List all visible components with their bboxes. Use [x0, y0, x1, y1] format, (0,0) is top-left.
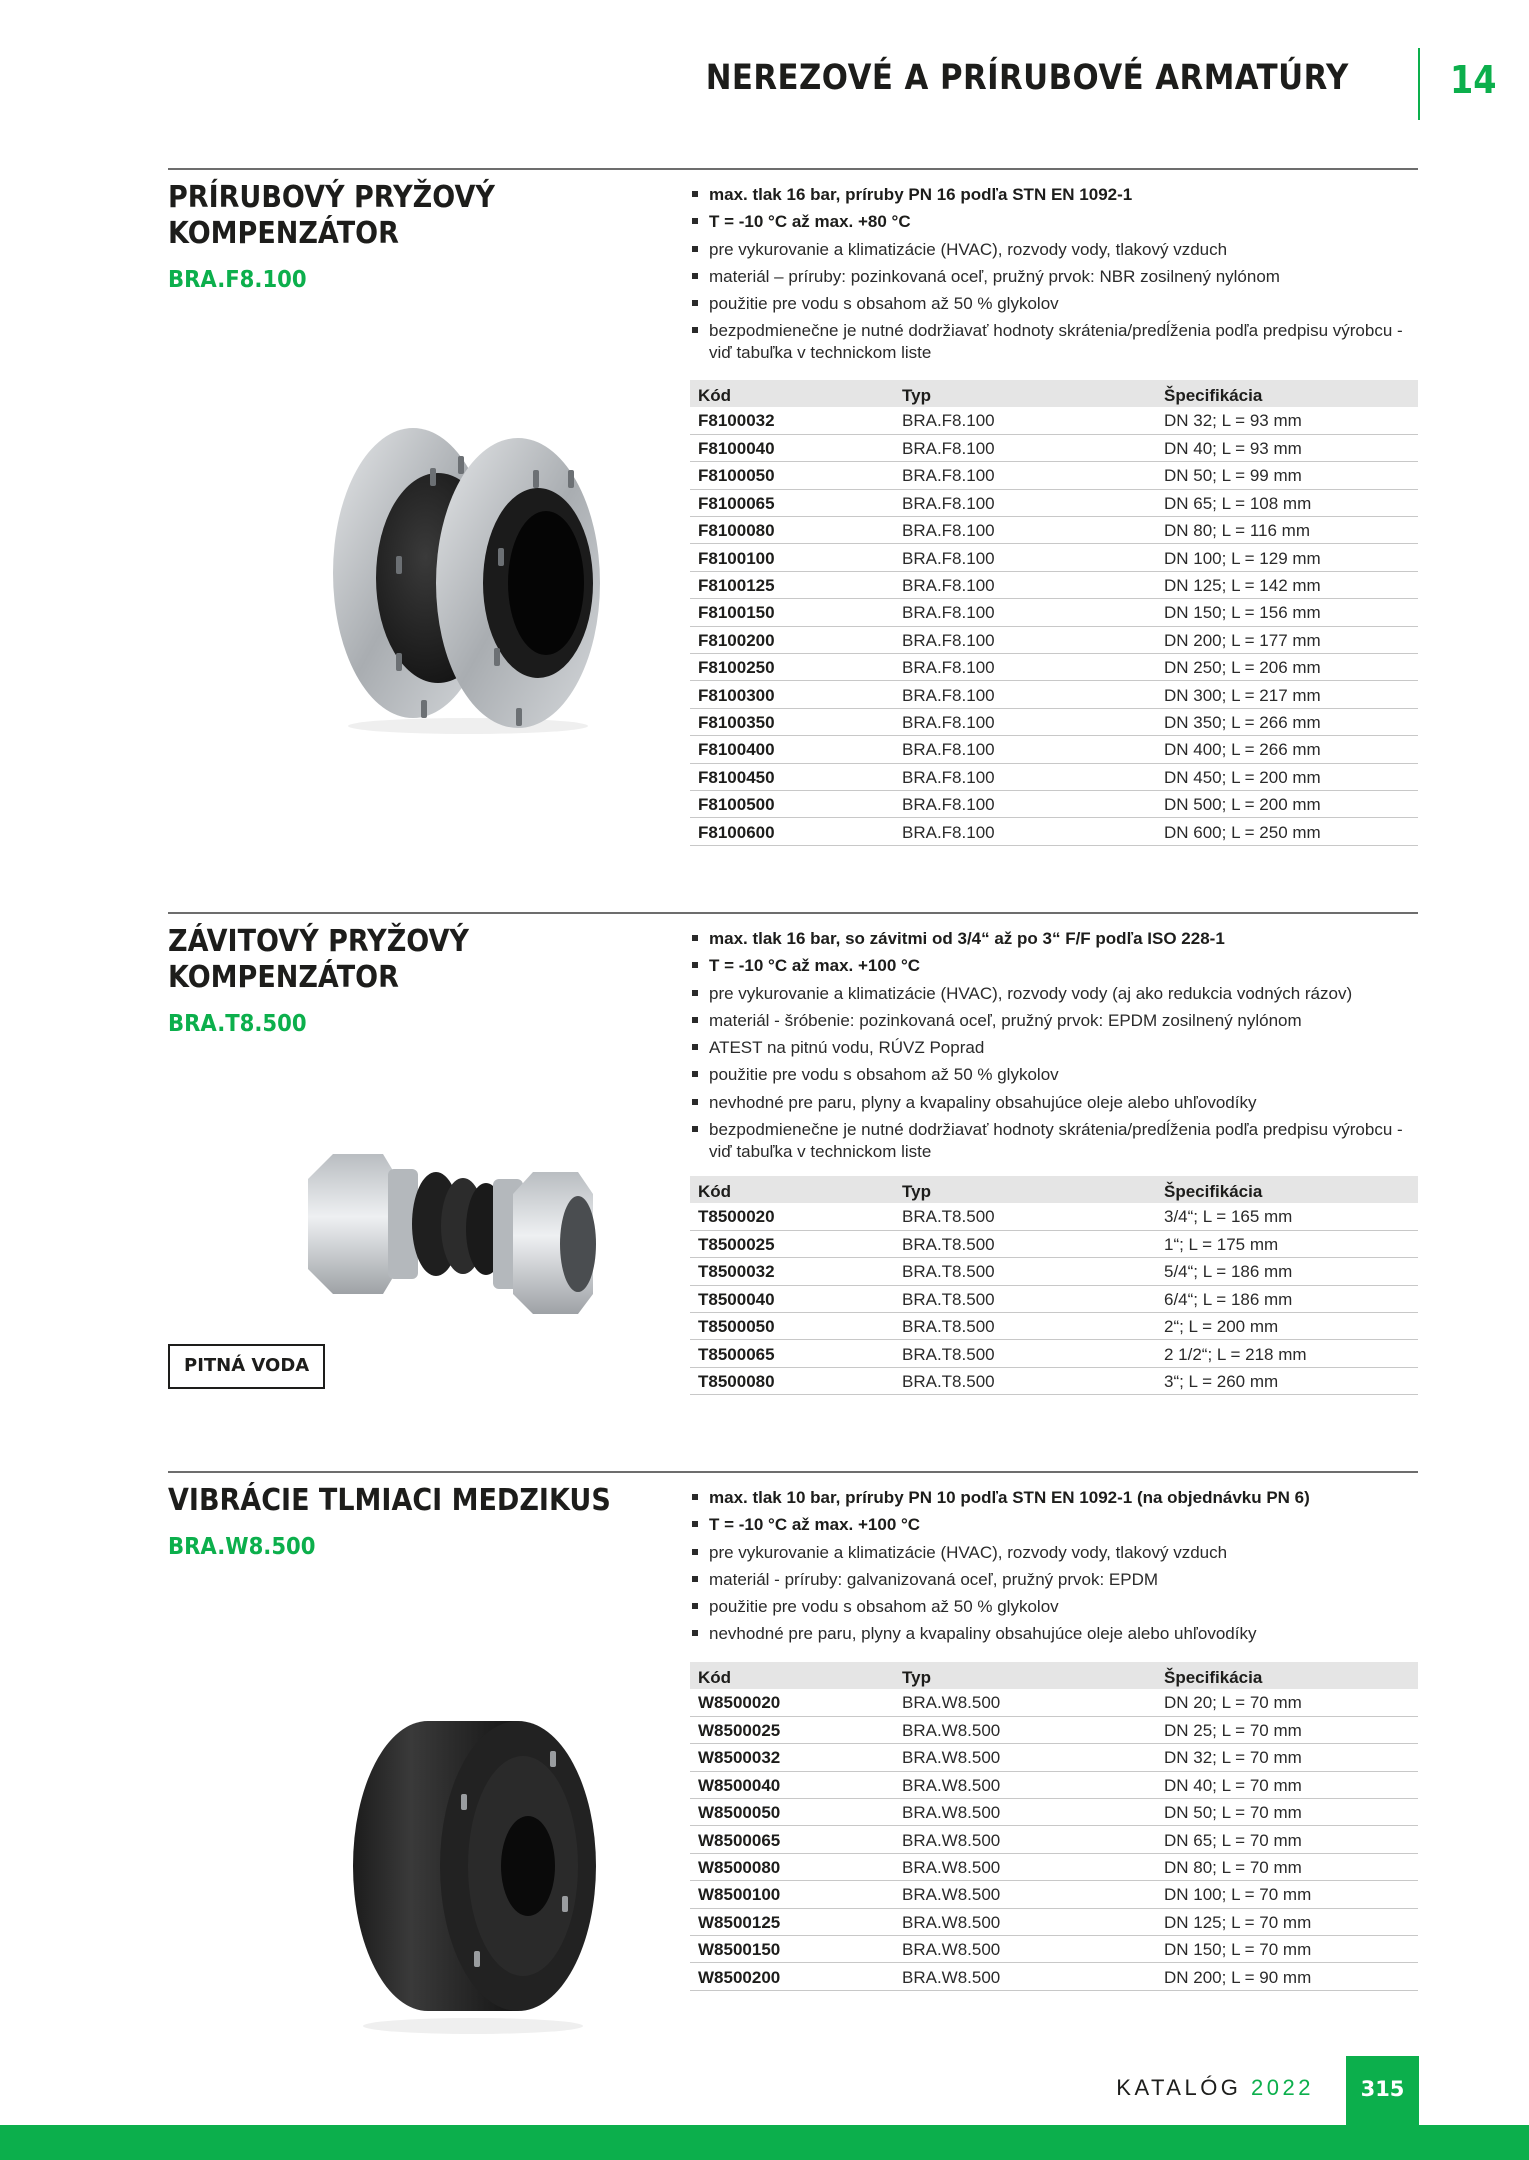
- cell-type: BRA.F8.100: [894, 708, 1156, 735]
- table-row: [690, 790, 1418, 817]
- cell-code: F8100450: [690, 763, 894, 790]
- catalog-label: [1116, 2075, 1314, 2101]
- cell-type: BRA.W8.500: [894, 1744, 1156, 1771]
- cell-spec: DN 150; L = 156 mm: [1156, 599, 1418, 626]
- feature-item: T = -10 °C až max. +100 °C: [690, 1514, 1410, 1536]
- table-row: [690, 1285, 1418, 1312]
- cell-spec: DN 350; L = 266 mm: [1156, 708, 1418, 735]
- catalog-year: 2022: [1251, 2075, 1314, 2100]
- product-title-line: KOMPENZÁTOR: [168, 216, 399, 251]
- table-row: [690, 1203, 1418, 1230]
- table-row: [690, 654, 1418, 681]
- cell-code: W8500040: [690, 1771, 894, 1798]
- cell-type: BRA.F8.100: [894, 681, 1156, 708]
- section-divider: [168, 168, 1418, 170]
- cell-spec: DN 50; L = 99 mm: [1156, 462, 1418, 489]
- cell-type: BRA.F8.100: [894, 654, 1156, 681]
- cell-type: BRA.T8.500: [894, 1285, 1156, 1312]
- column-header-type: Typ: [894, 1662, 1156, 1689]
- threaded-compensator-image: [288, 1134, 608, 1319]
- cell-type: BRA.T8.500: [894, 1313, 1156, 1340]
- feature-item: pre vykurovanie a klimatizácie (HVAC), rozvody vody, tlakový vzduch: [690, 1542, 1410, 1564]
- table-row: [690, 1258, 1418, 1285]
- cell-spec: DN 80; L = 116 mm: [1156, 517, 1418, 544]
- product-title: [168, 1483, 672, 1519]
- column-header-code: Kód: [690, 380, 894, 407]
- cell-spec: DN 100; L = 70 mm: [1156, 1881, 1418, 1908]
- cell-type: BRA.W8.500: [894, 1716, 1156, 1743]
- cell-code: T8500040: [690, 1285, 894, 1312]
- feature-item: pre vykurovanie a klimatizácie (HVAC), rozvody vody (aj ako redukcia vodných rázov): [690, 983, 1410, 1005]
- feature-list: [690, 928, 1410, 1168]
- cell-code: F8100125: [690, 571, 894, 598]
- cell-spec: DN 450; L = 200 mm: [1156, 763, 1418, 790]
- feature-item: materiál - šróbenie: pozinkovaná oceľ, pružný prvok: EPDM zosilnený nylónom: [690, 1010, 1410, 1032]
- feature-item: použitie pre vodu s obsahom až 50 % glykolov: [690, 293, 1410, 315]
- cell-spec: DN 100; L = 129 mm: [1156, 544, 1418, 571]
- table-body: [690, 1203, 1418, 1395]
- product-code: BRA.T8.500: [168, 1011, 307, 1037]
- table-row: [690, 1908, 1418, 1935]
- table-row: [690, 1340, 1418, 1367]
- vibration-damper-image: [338, 1696, 608, 2036]
- feature-item: materiál – príruby: pozinkovaná oceľ, pružný prvok: NBR zosilnený nylónom: [690, 266, 1410, 288]
- table-row: [690, 1744, 1418, 1771]
- table-row: [690, 544, 1418, 571]
- feature-list: [690, 1487, 1410, 1651]
- cell-type: BRA.F8.100: [894, 407, 1156, 434]
- cell-code: T8500025: [690, 1230, 894, 1257]
- cell-spec: DN 200; L = 177 mm: [1156, 626, 1418, 653]
- table-row: [690, 1799, 1418, 1826]
- table-header-row: [690, 1662, 1418, 1689]
- product-title: [168, 924, 600, 996]
- cell-type: BRA.W8.500: [894, 1689, 1156, 1716]
- feature-item: T = -10 °C až max. +80 °C: [690, 211, 1410, 233]
- cell-code: F8100600: [690, 818, 894, 845]
- cell-type: BRA.W8.500: [894, 1771, 1156, 1798]
- cell-type: BRA.W8.500: [894, 1853, 1156, 1880]
- product-title-line: PRÍRUBOVÝ PRYŽOVÝ: [168, 180, 495, 215]
- cell-code: T8500050: [690, 1313, 894, 1340]
- table-header-row: [690, 380, 1418, 407]
- table-row: [690, 434, 1418, 461]
- cell-code: F8100100: [690, 544, 894, 571]
- cell-spec: DN 200; L = 90 mm: [1156, 1963, 1418, 1990]
- table-row: [690, 1313, 1418, 1340]
- cell-spec: DN 32; L = 70 mm: [1156, 1744, 1418, 1771]
- table-row: [690, 407, 1418, 434]
- cell-code: F8100032: [690, 407, 894, 434]
- cell-spec: DN 300; L = 217 mm: [1156, 681, 1418, 708]
- cell-spec: DN 40; L = 93 mm: [1156, 434, 1418, 461]
- table-row: [690, 489, 1418, 516]
- cell-type: BRA.W8.500: [894, 1799, 1156, 1826]
- product-code: BRA.W8.500: [168, 1534, 316, 1560]
- cell-type: BRA.F8.100: [894, 571, 1156, 598]
- product-section-vibration-damper: [168, 1471, 1418, 2041]
- column-header-code: Kód: [690, 1176, 894, 1203]
- cell-type: BRA.F8.100: [894, 462, 1156, 489]
- cell-spec: DN 125; L = 142 mm: [1156, 571, 1418, 598]
- cell-type: BRA.F8.100: [894, 434, 1156, 461]
- cell-spec: 6/4“; L = 186 mm: [1156, 1285, 1418, 1312]
- table-header-row: [690, 1176, 1418, 1203]
- cell-code: T8500032: [690, 1258, 894, 1285]
- cell-code: F8100050: [690, 462, 894, 489]
- cell-type: BRA.F8.100: [894, 544, 1156, 571]
- column-header-spec: Špecifikácia: [1156, 1662, 1418, 1689]
- product-section-flange-compensator: [168, 168, 1418, 858]
- column-header-spec: Špecifikácia: [1156, 380, 1418, 407]
- table-row: [690, 763, 1418, 790]
- cell-spec: 2 1/2“; L = 218 mm: [1156, 1340, 1418, 1367]
- cell-spec: DN 25; L = 70 mm: [1156, 1716, 1418, 1743]
- cell-code: W8500150: [690, 1936, 894, 1963]
- cell-code: F8100200: [690, 626, 894, 653]
- column-header-code: Kód: [690, 1662, 894, 1689]
- table-row: [690, 1963, 1418, 1990]
- cell-spec: DN 65; L = 70 mm: [1156, 1826, 1418, 1853]
- chapter-title: NEREZOVÉ A PRÍRUBOVÉ ARMATÚRY: [705, 58, 1349, 98]
- feature-item: bezpodmienečne je nutné dodržiavať hodnoty skrátenia/predĺženia podľa predpisu výrobcu - viď tabuľka v technickom liste: [690, 1119, 1410, 1162]
- column-header-spec: Špecifikácia: [1156, 1176, 1418, 1203]
- cell-type: BRA.F8.100: [894, 818, 1156, 845]
- cell-type: BRA.F8.100: [894, 736, 1156, 763]
- product-title-line: VIBRÁCIE TLMIACI MEDZIKUS: [168, 1483, 611, 1518]
- cell-type: BRA.T8.500: [894, 1340, 1156, 1367]
- table-row: [690, 1230, 1418, 1257]
- feature-item: nevhodné pre paru, plyny a kvapaliny obsahujúce oleje alebo uhľovodíky: [690, 1623, 1410, 1645]
- cell-type: BRA.T8.500: [894, 1203, 1156, 1230]
- cell-spec: 5/4“; L = 186 mm: [1156, 1258, 1418, 1285]
- feature-item: použitie pre vodu s obsahom až 50 % glykolov: [690, 1064, 1410, 1086]
- cell-code: W8500050: [690, 1799, 894, 1826]
- cell-type: BRA.T8.500: [894, 1367, 1156, 1394]
- cell-type: BRA.F8.100: [894, 489, 1156, 516]
- feature-item: pre vykurovanie a klimatizácie (HVAC), rozvody vody, tlakový vzduch: [690, 239, 1410, 261]
- cell-code: F8100080: [690, 517, 894, 544]
- cell-spec: DN 600; L = 250 mm: [1156, 818, 1418, 845]
- feature-item: bezpodmienečne je nutné dodržiavať hodnoty skrátenia/predĺženia podľa predpisu výrobcu - viď tabuľka v technickom liste: [690, 320, 1410, 363]
- table-row: [690, 517, 1418, 544]
- table-row: [690, 571, 1418, 598]
- table-row: [690, 708, 1418, 735]
- cell-spec: DN 65; L = 108 mm: [1156, 489, 1418, 516]
- product-title-line: ZÁVITOVÝ PRYŽOVÝ: [168, 924, 469, 959]
- cell-spec: DN 20; L = 70 mm: [1156, 1689, 1418, 1716]
- table-row: [690, 1826, 1418, 1853]
- cell-code: F8100065: [690, 489, 894, 516]
- spec-table: [690, 1176, 1418, 1395]
- cell-code: W8500032: [690, 1744, 894, 1771]
- feature-list: [690, 184, 1410, 369]
- cell-type: BRA.W8.500: [894, 1881, 1156, 1908]
- cell-type: BRA.F8.100: [894, 790, 1156, 817]
- cell-code: F8100300: [690, 681, 894, 708]
- cell-spec: 3/4“; L = 165 mm: [1156, 1203, 1418, 1230]
- table-row: [690, 1367, 1418, 1394]
- footer-bar: [0, 2125, 1529, 2160]
- table-row: [690, 818, 1418, 845]
- cell-code: F8100150: [690, 599, 894, 626]
- feature-item: použitie pre vodu s obsahom až 50 % glykolov: [690, 1596, 1410, 1618]
- cell-type: BRA.W8.500: [894, 1936, 1156, 1963]
- catalog-label-text: KATALÓG: [1116, 2075, 1242, 2100]
- table-row: [690, 599, 1418, 626]
- table-body: [690, 407, 1418, 845]
- table-row: [690, 681, 1418, 708]
- section-divider: [168, 1471, 1418, 1473]
- cell-code: T8500020: [690, 1203, 894, 1230]
- table-row: [690, 1853, 1418, 1880]
- cell-code: W8500025: [690, 1716, 894, 1743]
- cell-type: BRA.F8.100: [894, 599, 1156, 626]
- table-row: [690, 1771, 1418, 1798]
- cell-code: W8500100: [690, 1881, 894, 1908]
- cell-code: F8100250: [690, 654, 894, 681]
- section-divider: [168, 912, 1418, 914]
- cell-spec: DN 80; L = 70 mm: [1156, 1853, 1418, 1880]
- product-section-threaded-compensator: [168, 912, 1418, 1412]
- cell-code: F8100350: [690, 708, 894, 735]
- product-title-line: KOMPENZÁTOR: [168, 960, 399, 995]
- cell-type: BRA.W8.500: [894, 1826, 1156, 1853]
- cell-code: W8500125: [690, 1908, 894, 1935]
- drinking-water-badge: PITNÁ VODA: [168, 1344, 325, 1389]
- table-row: [690, 1936, 1418, 1963]
- table-row: [690, 462, 1418, 489]
- feature-item: materiál - príruby: galvanizovaná oceľ, pružný prvok: EPDM: [690, 1569, 1410, 1591]
- feature-item: T = -10 °C až max. +100 °C: [690, 955, 1410, 977]
- table-row: [690, 1716, 1418, 1743]
- cell-code: T8500065: [690, 1340, 894, 1367]
- product-code: BRA.F8.100: [168, 267, 307, 293]
- feature-item: max. tlak 16 bar, príruby PN 16 podľa STN EN 1092-1: [690, 184, 1410, 206]
- feature-item: max. tlak 10 bar, príruby PN 10 podľa STN EN 1092-1 (na objednávku PN 6): [690, 1487, 1410, 1509]
- cell-code: F8100040: [690, 434, 894, 461]
- cell-code: W8500080: [690, 1853, 894, 1880]
- cell-code: F8100500: [690, 790, 894, 817]
- cell-spec: DN 150; L = 70 mm: [1156, 1936, 1418, 1963]
- cell-type: BRA.W8.500: [894, 1963, 1156, 1990]
- cell-code: W8500065: [690, 1826, 894, 1853]
- feature-item: max. tlak 16 bar, so závitmi od 3/4“ až po 3“ F/F podľa ISO 228-1: [690, 928, 1410, 950]
- cell-code: T8500080: [690, 1367, 894, 1394]
- cell-type: BRA.T8.500: [894, 1230, 1156, 1257]
- feature-item: ATEST na pitnú vodu, RÚVZ Poprad: [690, 1037, 1410, 1059]
- page-number: 315: [1346, 2056, 1419, 2126]
- column-header-type: Typ: [894, 1176, 1156, 1203]
- flange-compensator-image: [318, 408, 618, 738]
- product-title: [168, 180, 600, 252]
- cell-spec: 3“; L = 260 mm: [1156, 1367, 1418, 1394]
- cell-code: W8500020: [690, 1689, 894, 1716]
- chapter-number: 14: [1450, 58, 1497, 102]
- cell-spec: 1“; L = 175 mm: [1156, 1230, 1418, 1257]
- cell-spec: DN 400; L = 266 mm: [1156, 736, 1418, 763]
- cell-spec: 2“; L = 200 mm: [1156, 1313, 1418, 1340]
- table-row: [690, 1881, 1418, 1908]
- table-body: [690, 1689, 1418, 1990]
- cell-type: BRA.T8.500: [894, 1258, 1156, 1285]
- column-header-type: Typ: [894, 380, 1156, 407]
- cell-type: BRA.F8.100: [894, 626, 1156, 653]
- cell-type: BRA.F8.100: [894, 517, 1156, 544]
- cell-type: BRA.F8.100: [894, 763, 1156, 790]
- cell-spec: DN 32; L = 93 mm: [1156, 407, 1418, 434]
- cell-spec: DN 125; L = 70 mm: [1156, 1908, 1418, 1935]
- cell-code: W8500200: [690, 1963, 894, 1990]
- cell-spec: DN 500; L = 200 mm: [1156, 790, 1418, 817]
- chapter-divider: [1418, 48, 1420, 120]
- cell-type: BRA.W8.500: [894, 1908, 1156, 1935]
- table-row: [690, 1689, 1418, 1716]
- cell-spec: DN 50; L = 70 mm: [1156, 1799, 1418, 1826]
- spec-table: [690, 1662, 1418, 1991]
- table-row: [690, 736, 1418, 763]
- cell-spec: DN 250; L = 206 mm: [1156, 654, 1418, 681]
- table-row: [690, 626, 1418, 653]
- spec-table: [690, 380, 1418, 846]
- cell-spec: DN 40; L = 70 mm: [1156, 1771, 1418, 1798]
- feature-item: nevhodné pre paru, plyny a kvapaliny obsahujúce oleje alebo uhľovodíky: [690, 1092, 1410, 1114]
- cell-code: F8100400: [690, 736, 894, 763]
